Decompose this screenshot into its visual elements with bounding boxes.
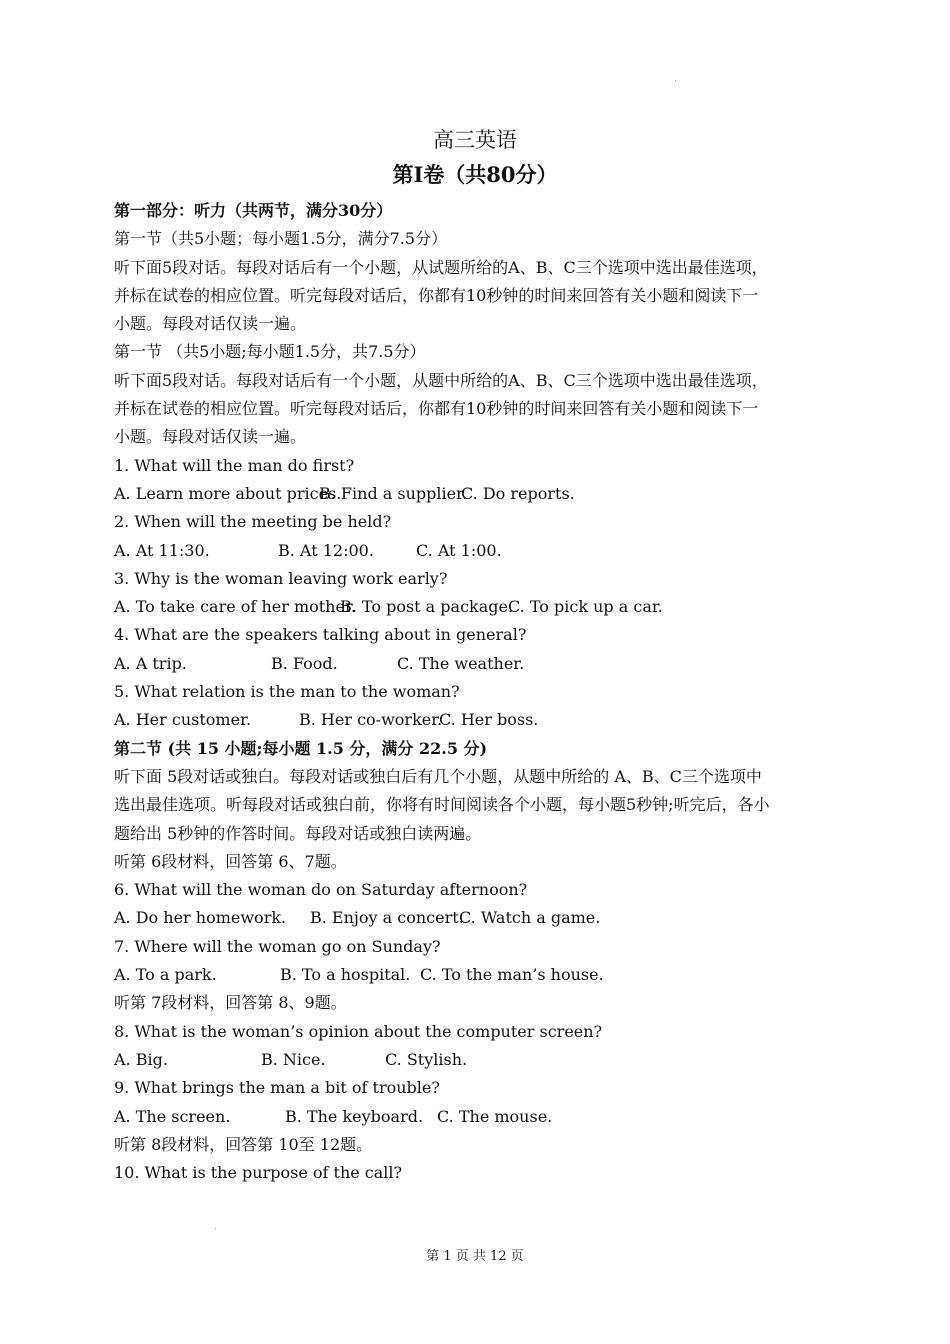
material-note: 听第 8段材料，回答第 10至 12题。	[114, 1134, 373, 1154]
material-note: 听第 7段材料，回答第 8、9题。	[114, 993, 347, 1013]
question-text: 4. What are the speakers talking about in general?	[114, 625, 527, 645]
option-a: A. Do her homework.	[114, 908, 287, 928]
instruction-line: 听下面 5段对话或独白。每段对话或独白后有几个小题，从题中所给的 A、B、C三个选项中	[114, 766, 762, 786]
option-b: B. Food.	[271, 653, 338, 673]
question-text: 2. When will the meeting be held?	[114, 512, 392, 532]
paper-subtitle: 第I卷（共80分）	[392, 162, 558, 187]
option-a: A. Big.	[114, 1049, 168, 1069]
part2-heading: 第二节 (共 15 小题;每小题 1.5 分，满分 22.5 分)	[114, 738, 488, 758]
instruction-line: 并标在试卷的相应位置。听完每段对话后，你都有10秒钟的时间来回答有关小题和阅读下一	[114, 399, 759, 419]
option-c: C. The weather.	[397, 653, 525, 673]
question-text: 7. Where will the woman go on Sunday?	[114, 936, 441, 956]
option-b: B. To a hospital.	[280, 965, 411, 985]
part1-heading: 第一部分：听力（共两节，满分30分）	[114, 201, 393, 220]
option-c: C. To pick up a car.	[508, 597, 663, 617]
option-c: C. The mouse.	[437, 1106, 553, 1126]
option-b: B. At 12:00.	[278, 540, 374, 560]
exam-content	[114, 197, 854, 1187]
question-text: 10. What is the purpose of the call?	[114, 1163, 403, 1183]
material-note: 听第 6段材料，回答第 6、7题。	[114, 851, 347, 871]
question-text: 9. What brings the man a bit of trouble?	[114, 1078, 440, 1098]
question-text: 3. Why is the woman leaving work early?	[114, 568, 448, 588]
section-heading: 第一节（共5小题；每小题1.5分，满分7.5分）	[114, 229, 448, 249]
instruction-line: 听下面5段对话。每段对话后有一个小题，从题中所给的A、B、C三个选项中选出最佳选项，	[114, 370, 768, 390]
scan-dot	[215, 1228, 216, 1229]
option-b: B. Her co-worker.	[299, 710, 443, 730]
option-a: A. Her customer.	[114, 710, 252, 730]
instruction-line: 并标在试卷的相应位置。听完每段对话后，你都有10秒钟的时间来回答有关小题和阅读下一	[114, 285, 759, 305]
options-row	[114, 650, 854, 678]
option-a: A. Learn more about prices.	[114, 483, 342, 503]
instruction-line: 小题。每段对话仅读一遍。	[114, 314, 307, 334]
option-a: A. To a park.	[114, 965, 217, 985]
options-row	[114, 593, 854, 621]
question-text: 5. What relation is the man to the woman?	[114, 682, 460, 702]
options-row	[114, 904, 854, 932]
option-b: B. Enjoy a concert.	[310, 908, 464, 928]
question-text: 1. What will the man do first?	[114, 455, 355, 475]
options-row	[114, 961, 854, 989]
page-footer: 第 1 页 共 12 页	[426, 1249, 524, 1264]
option-c: C. Watch a game.	[459, 908, 601, 928]
instruction-line: 题给出 5秒钟的作答时间。每段对话或独白读两遍。	[114, 823, 482, 843]
option-a: A. To take care of her mother.	[114, 597, 356, 617]
question-text: 6. What will the woman do on Saturday afternoon?	[114, 880, 528, 900]
section-heading: 第一节 （共5小题;每小题1.5分，共7.5分）	[114, 342, 426, 362]
option-c: C. To the man’s house.	[420, 965, 604, 985]
exam-title: 高三英语	[433, 128, 517, 152]
options-row	[114, 1103, 854, 1131]
instruction-line: 选出最佳选项。听每段对话或独白前，你将有时间阅读各个小题，每小题5秒钟;听完后，各小	[114, 795, 770, 815]
option-b: B. The keyboard.	[285, 1106, 424, 1126]
options-row	[114, 706, 854, 734]
options-row	[114, 480, 854, 508]
option-c: C. At 1:00.	[416, 540, 502, 560]
option-b: B. Nice.	[261, 1049, 326, 1069]
option-b: B. To post a package.	[340, 597, 514, 617]
scan-dot	[675, 80, 676, 81]
option-c: C. Stylish.	[385, 1049, 468, 1069]
option-c: C. Do reports.	[461, 483, 575, 503]
option-a: A. The screen.	[114, 1106, 231, 1126]
question-text: 8. What is the woman’s opinion about the computer screen?	[114, 1021, 603, 1041]
option-a: A. A trip.	[114, 653, 187, 673]
options-row	[114, 1046, 854, 1074]
options-row	[114, 537, 854, 565]
option-c: C. Her boss.	[439, 710, 539, 730]
option-b: B. Find a supplier.	[319, 483, 468, 503]
instruction-line: 小题。每段对话仅读一遍。	[114, 427, 307, 447]
instruction-line: 听下面5段对话。每段对话后有一个小题，从试题所给的A、B、C三个选项中选出最佳选项，	[114, 257, 768, 277]
option-a: A. At 11:30.	[114, 540, 210, 560]
